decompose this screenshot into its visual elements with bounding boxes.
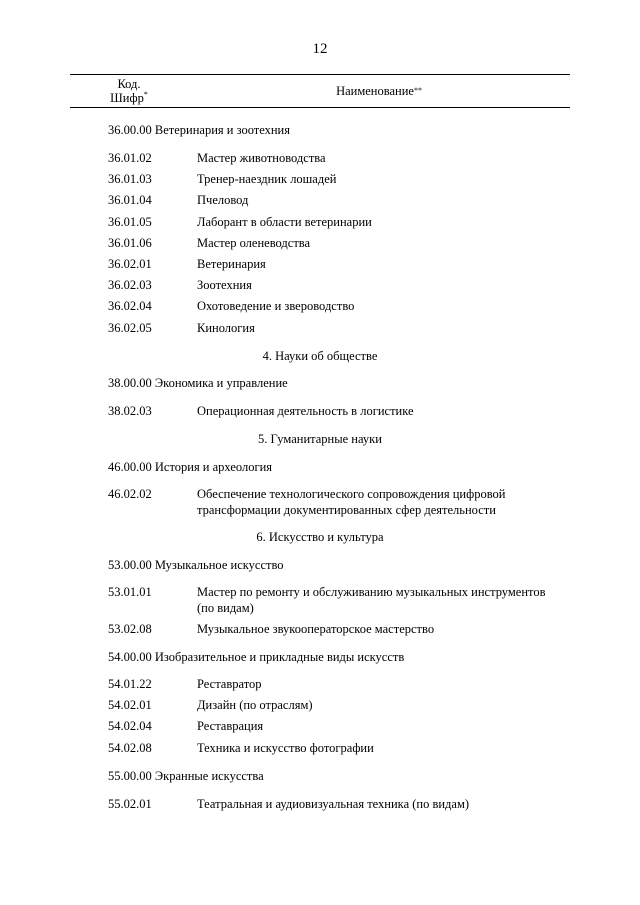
row-code: 53.02.08 <box>108 622 152 636</box>
group-heading-54: 54.00.00 Изобразительное и прикладные виды искусств <box>108 650 405 664</box>
table-header <box>70 74 570 108</box>
row-code: 54.02.04 <box>108 719 152 733</box>
group-heading-55: 55.00.00 Экранные искусства <box>108 769 264 783</box>
row-code: 46.02.02 <box>108 487 152 501</box>
row-name: Пчеловод <box>197 193 249 207</box>
row-name: Техника и искусство фотографии <box>197 741 374 755</box>
page-number: 12 <box>312 41 328 57</box>
row-code: 54.01.22 <box>108 677 152 691</box>
row-code: 36.02.04 <box>108 299 152 313</box>
group-heading-36: 36.00.00 Ветеринария и зоотехния <box>108 123 291 137</box>
row-name-line1: Обеспечение технологического сопровождения цифровой <box>197 487 506 501</box>
header-name-label: Наименование <box>336 83 414 98</box>
row-code: 36.02.01 <box>108 257 152 271</box>
row-code: 53.01.01 <box>108 585 152 599</box>
row-name: Операционная деятельность в логистике <box>197 404 414 418</box>
row-name: Дизайн (по отраслям) <box>197 698 313 712</box>
row-code: 54.02.01 <box>108 698 152 712</box>
group-heading-46: 46.00.00 История и археология <box>108 460 273 474</box>
section-heading-5: 5. Гуманитарные науки <box>258 432 382 446</box>
row-name: Ветеринария <box>197 257 266 271</box>
group-heading-38: 38.00.00 Экономика и управление <box>108 376 288 390</box>
row-name: Театральная и аудиовизуальная техника (по видам) <box>197 797 470 811</box>
row-code: 36.01.02 <box>108 151 152 165</box>
row-name: Зоотехния <box>197 278 252 292</box>
row-name-line2: (по видам) <box>197 601 254 615</box>
row-name: Тренер-наездник лошадей <box>197 172 337 186</box>
header-code-footnote-mark: * <box>143 89 148 99</box>
row-name: Реставратор <box>197 677 262 691</box>
row-name: Музыкальное звукооператорское мастерство <box>197 622 435 636</box>
section-heading-6: 6. Искусство и культура <box>256 530 384 544</box>
header-code-column <box>70 77 188 105</box>
group-heading-53: 53.00.00 Музыкальное искусство <box>108 558 284 572</box>
row-name <box>197 486 577 518</box>
row-name: Мастер животноводства <box>197 151 326 165</box>
row-code: 36.02.05 <box>108 321 152 335</box>
row-name: Охотоведение и звероводство <box>197 299 355 313</box>
header-code-line1: Код. <box>117 77 141 91</box>
row-name-line2: трансформации документированных сфер деятельности <box>197 503 496 517</box>
section-heading-4: 4. Науки об обществе <box>262 349 378 363</box>
row-name: Кинология <box>197 321 255 335</box>
header-code-line2: Шифр <box>110 91 144 105</box>
row-code: 36.01.05 <box>108 215 152 229</box>
row-name: Лаборант в области ветеринарии <box>197 215 372 229</box>
header-name-column: Наименование ** <box>336 83 422 98</box>
row-name-line1: Мастер по ремонту и обслуживанию музыкальных инструментов <box>197 585 546 599</box>
row-code: 38.02.03 <box>108 404 152 418</box>
row-name: Реставрация <box>197 719 264 733</box>
row-code: 54.02.08 <box>108 741 152 755</box>
row-code: 55.02.01 <box>108 797 152 811</box>
row-code: 36.02.03 <box>108 278 152 292</box>
row-code: 36.01.03 <box>108 172 152 186</box>
row-code: 36.01.04 <box>108 193 152 207</box>
row-name <box>197 584 577 616</box>
row-code: 36.01.06 <box>108 236 152 250</box>
row-name: Мастер оленеводства <box>197 236 311 250</box>
